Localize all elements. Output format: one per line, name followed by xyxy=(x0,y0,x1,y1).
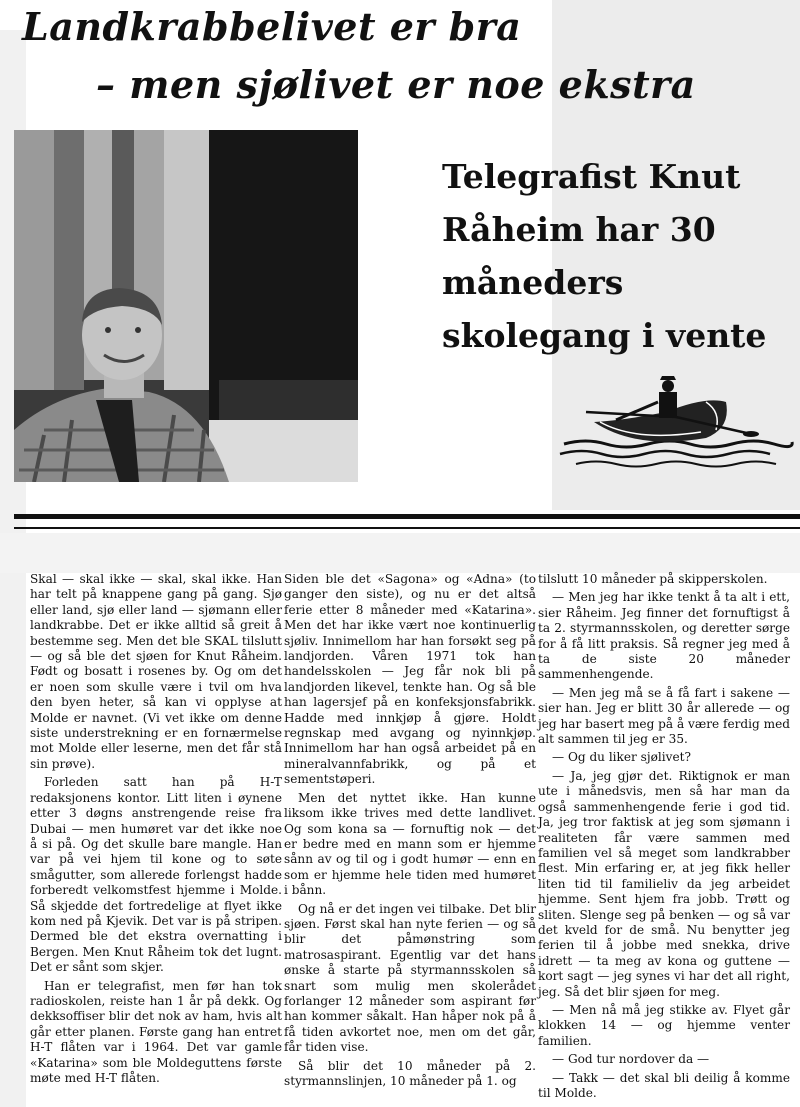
article-column-1 xyxy=(30,572,282,1089)
paragraph: Skal — skal ikke — skal, skal ikke. Han har telt på knappene gang på gang. Sjø eller land, sjø eller land — sjømann eller landkrabbe. Det er ikke alltid så greit å bestemme seg. Men det ble SKAL tilslutt — og så ble det sjøen for Knut Råheim. Født og bosatt i rosenes by. Og om det er noen som skulle være i tvil om hva den byen heter, så kan vi opplyse at Molde er navnet. (Vi vet ikke om denne siste understrekning er en fornærmelse mot Molde eller leserne, men det får stå sin prøve). xyxy=(30,572,282,771)
paragraph: Og nå er det ingen vei tilbake. Det blir sjøen. Først skal han nyte ferien — og så blir det påmønstring som matrosaspirant. Egentlig var det hans ønske å starte på styrmannsskolen så snart som mulig men skolerådet forlanger 12 måneder som aspirant før han kommer såkalt. Han håper nok på å få tiden avkortet noe, men om det går, får tiden vise. xyxy=(284,901,536,1055)
paragraph: — Ja, jeg gjør det. Riktignok er man ute i månedsvis, men så har man da også sammenhengende ferie i god tid. Ja, jeg tror faktisk at jeg som sjømann i realiteten får være sammen med familien vel så meget som landkrabber flest. Min erfaring er, at jeg fikk heller liten tid til familieliv da jeg arbeidet hjemme. Sent hjem fra jobb. Trøtt og sliten. Slenge seg på benken — og så var det kveld for de små. Nu benytter jeg ferien til å jobbe med snekka, drive idrett — ta meg av kona og guttene — kort sagt — jeg synes vi har det all right, jeg. Så det blir sjøen for meg. xyxy=(538,768,790,999)
headline-line-1: Landkrabbelivet er bra xyxy=(22,4,522,49)
paragraph: Siden ble det «Sagona» og «Adna» (to ganger den siste), og nu er det altså ferie etter 8 måneder med «Katarina». Men det har ikke vært noe kontinuerlig sjøliv. Innimellom har han forsøkt seg på landjorden. Våren 1971 tok han handelsskolen — Jeg får nok bli på landjorden likevel, tenkte han. Og så ble han lagersjef på en konfeksjonsfabrikk. Hadde med innkjøp å gjøre. Holdt regnskap med avgang og nyinnkjøp. Innimellom har han også arbeidet på en mineralvannfabrikk, og på et sementstøperi. xyxy=(284,572,536,787)
paragraph: Forleden satt han på H-T redaksjonens kontor. Litt liten i øynene etter 3 døgns anstrengende reise fra Dubai — men humøret var det ikke noe å si på. Og det skulle bare mangle. Han var på vei hjem til kone og to søte smågutter, som allerede forlengst hadde forberedt velkomstfest hjemme i Molde. Så skjedde det fortredelige at flyet ikke kom ned på Kjevik. Det var is på stripen. Dermed ble det ekstra overnatting i Bergen. Men Knut Råheim tok det lugnt. Det er sånt som skjer. xyxy=(30,775,282,975)
paragraph: — Takk — det skal bli deilig å komme til Molde. xyxy=(538,1070,790,1100)
subheadline: Telegrafist Knut Råheim har 30 måneders skolegang i vente xyxy=(442,157,767,355)
paragraph: — Men jeg må se å få fart i sakene — sier han. Jeg er blitt 30 år allerede — og jeg har basert meg på å være ferdig med alt sammen til jeg er 35. xyxy=(538,685,790,747)
paragraph: tilslutt 10 måneder på skipperskolen. xyxy=(538,572,768,586)
paragraph: — God tur nordover da — xyxy=(552,1052,710,1067)
rowboat-illustration xyxy=(556,372,796,472)
headline-line-2: – men sjølivet er noe ekstra xyxy=(96,62,696,107)
paragraph: Så blir det 10 måneder på 2. styrmannslinjen, 10 måneder på 1. og xyxy=(284,1058,536,1088)
portrait-photo xyxy=(14,130,358,482)
article-column-2 xyxy=(284,572,536,1092)
paragraph: — Og du liker sjølivet? xyxy=(552,750,691,765)
rowboat-drawing xyxy=(556,372,796,472)
article-column-3 xyxy=(538,572,790,1104)
portrait-photo-drawing xyxy=(14,130,358,482)
section-divider-thick xyxy=(14,514,800,519)
paragraph: — Men nå må jeg stikke av. Flyet går klokken 14 — og hjemme venter familien. xyxy=(538,1002,790,1048)
paragraph: Han er telegrafist, men før han tok radioskolen, reiste han 1 år på dekk. Og dekksoffiser blir det nok av ham, hvis alt går etter planen. Første gang han entret H-T flåten var i 1964. Det var gamle «Katarina» som ble Moldeguttens første møte med H-T flåten. xyxy=(30,978,282,1085)
paragraph: Men det nyttet ikke. Han kunne liksom ikke trives med dette landlivet. Og som kona sa — fornuftig nok — det er bedre med en mann som er hjemme sånn av og til og i godt humør — enn en som er hjemme hele tiden med humøret i bånn. xyxy=(284,790,536,898)
adjacent-page-band xyxy=(0,533,800,573)
paragraph: — Men jeg har ikke tenkt å ta alt i ett, sier Råheim. Jeg finner det fornuftigst å ta 2. styrmannsskolen, og deretter sørge for å få litt praksis. Så regner jeg med å ta de siste 20 måneder sammenhengende. xyxy=(538,590,790,682)
section-divider-thin xyxy=(14,527,800,529)
